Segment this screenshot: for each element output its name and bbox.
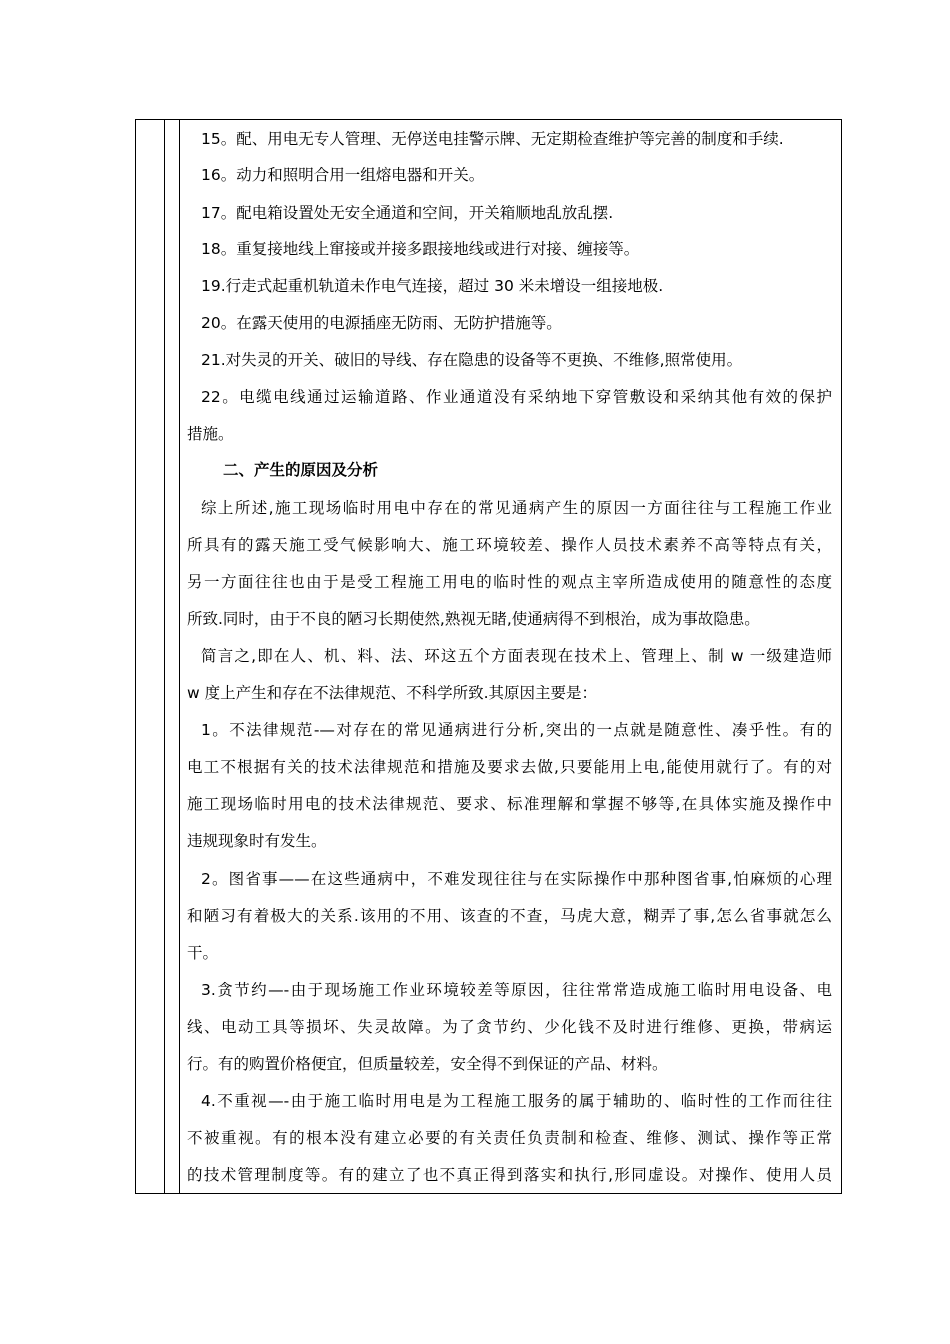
table-column-divider bbox=[164, 120, 165, 1193]
text-line: 3.贪节约—-由于现场施工作业环境较差等原因，往往常常造成施工临时用电设备、电 bbox=[201, 981, 832, 999]
text-line: 施工现场临时用电的技术法律规范、要求、标准理解和掌握不够等,在具体实施及操作中 bbox=[187, 795, 832, 813]
text-line: 违规现象时有发生。 bbox=[187, 832, 327, 850]
text-line: 1。不法律规范-—对存在的常见通病进行分析,突出的一点就是随意性、凑乎性。有的 bbox=[201, 721, 832, 739]
text-line: 17。配电箱设置处无安全通道和空间，开关箱顺地乱放乱摆. bbox=[201, 204, 614, 222]
text-line: 19.行走式起重机轨道未作电气连接，超过 30 米未增设一组接地极. bbox=[201, 277, 664, 295]
text-line: 电工不根据有关的技术法律规范和措施及要求去做,只要能用上电,能使用就行了。有的对 bbox=[187, 758, 832, 776]
text-line: 简言之,即在人、机、料、法、环这五个方面表现在技术上、管理上、制 w 一级建造师 bbox=[201, 647, 832, 665]
text-line: 16。动力和照明合用一组熔电器和开关。 bbox=[201, 166, 485, 184]
text-line: 2。图省事——在这些通病中，不难发现往往与在实际操作中那种图省事,怕麻烦的心理 bbox=[201, 870, 832, 888]
text-line: 18。重复接地线上窜接或并接多跟接地线或进行对接、缠接等。 bbox=[201, 240, 640, 258]
text-line: w 度上产生和存在不法律规范、不科学所致.其原因主要是： bbox=[187, 684, 598, 702]
text-line: 的技术管理制度等。有的建立了也不真正得到落实和执行,形同虚设。对操作、使用人员 bbox=[187, 1166, 832, 1184]
text-line: 综上所述,施工现场临时用电中存在的常见通病产生的原因一方面往往与工程施工作业 bbox=[201, 499, 832, 517]
text-line: 和陋习有着极大的关系.该用的不用、该查的不查，马虎大意，糊弄了事,怎么省事就怎么 bbox=[187, 907, 832, 925]
text-line: 干。 bbox=[187, 944, 219, 962]
text-line: 行。有的购置价格便宜，但质量较差，安全得不到保证的产品、材料。 bbox=[187, 1055, 668, 1073]
section-heading: 二、产生的原因及分析 bbox=[223, 461, 379, 479]
text-line: 21.对失灵的开关、破旧的导线、存在隐患的设备等不更换、不维修,照常使用。 bbox=[201, 351, 743, 369]
text-line: 措施。 bbox=[187, 425, 234, 443]
text-line: 22。电缆电线通过运输道路、作业通道没有采纳地下穿管敷设和采纳其他有效的保护 bbox=[201, 388, 832, 406]
text-line: 另一方面往往也由于是受工程施工用电的临时性的观点主宰所造成使用的随意性的态度 bbox=[187, 573, 832, 591]
table-column-divider bbox=[179, 120, 180, 1193]
text-line: 不被重视。有的根本没有建立必要的有关责任负责制和检查、维修、测试、操作等正常 bbox=[187, 1129, 832, 1147]
text-line: 所具有的露天施工受气候影响大、施工环境较差、操作人员技术素养不高等特点有关， bbox=[187, 536, 832, 554]
text-line: 4.不重视—-由于施工临时用电是为工程施工服务的属于辅助的、临时性的工作而往往 bbox=[201, 1092, 832, 1110]
text-line: 15。配、用电无专人管理、无停送电挂警示牌、无定期检查维护等完善的制度和手续. bbox=[201, 130, 784, 148]
text-line: 所致.同时，由于不良的陋习长期使然,熟视无睹,使通病得不到根治，成为事故隐患。 bbox=[187, 610, 760, 628]
text-line: 20。在露天使用的电源插座无防雨、无防护措施等。 bbox=[201, 314, 562, 332]
text-line: 线、电动工具等损坏、失灵故障。为了贪节约、少化钱不及时进行维修、更换，带病运 bbox=[187, 1018, 832, 1036]
